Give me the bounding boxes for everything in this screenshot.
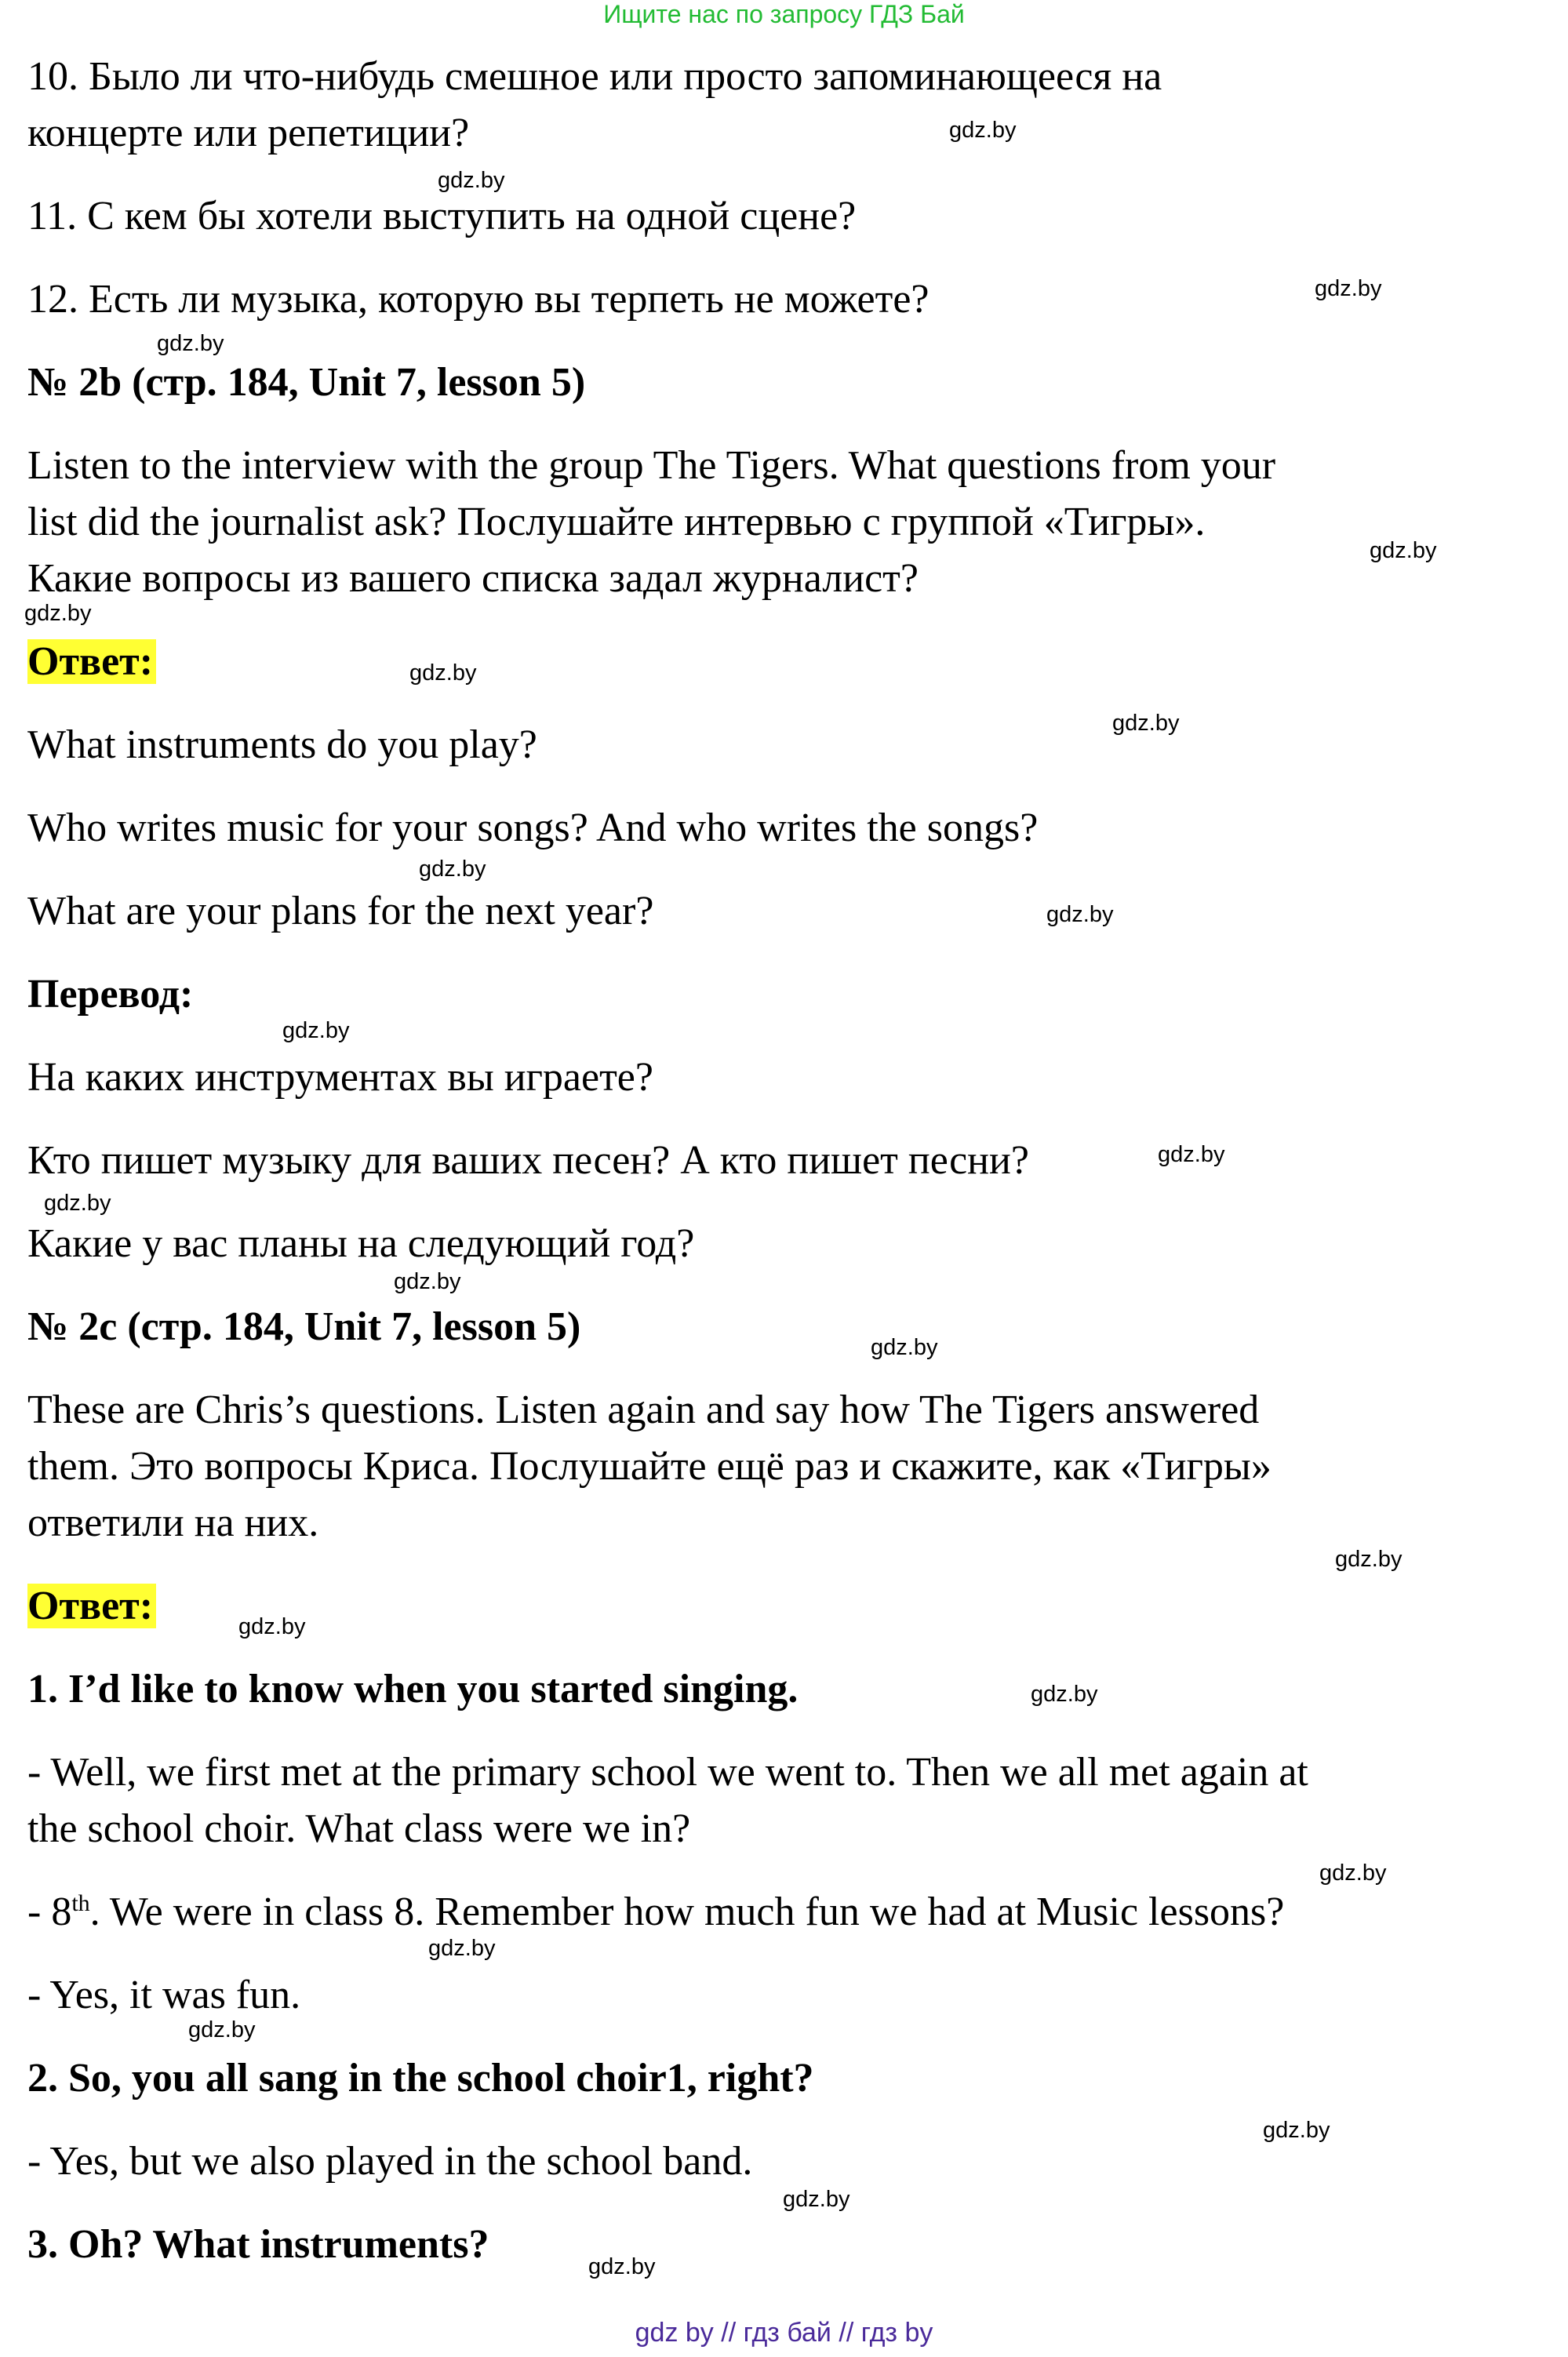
answer-2b-1: What instruments do you play? <box>27 722 537 767</box>
top-banner: Ищите нас по запросу ГДЗ Бай <box>603 0 965 28</box>
watermark: gdz.by <box>282 1018 350 1043</box>
reply-1-line-1: - Well, we first met at the primary school we went to. Then we all met again at <box>27 1750 1308 1795</box>
task-2b-line-2: list did the journalist ask? Послушайте интервью с группой «Тигры». <box>27 500 1206 544</box>
task-2c-line-3: ответили на них. <box>27 1500 319 1545</box>
watermark: gdz.by <box>1319 1861 1387 1886</box>
answer-label-1: Ответ: <box>27 639 156 684</box>
watermark: gdz.by <box>428 1936 496 1961</box>
watermark: gdz.by <box>1370 538 1437 563</box>
reply-1-line-2: the school choir. What class were we in? <box>27 1806 691 1851</box>
answer-2b-2: Who writes music for your songs? And who writes the songs? <box>27 806 1039 850</box>
translation-3: Какие у вас планы на следующий год? <box>27 1221 695 1266</box>
watermark: gdz.by <box>238 1614 306 1639</box>
watermark: gdz.by <box>1031 1682 1098 1707</box>
watermark: gdz.by <box>1263 2118 1330 2143</box>
reply-1-line-3-start: - 8 <box>27 1890 72 1934</box>
answer-label-2: Ответ: <box>27 1584 156 1628</box>
footer-links: gdz by // гдз бай // гдз by <box>635 2318 933 2348</box>
translation-1: На каких инструментах вы играете? <box>27 1055 653 1100</box>
superscript-th: th <box>71 1890 90 1916</box>
task-2b-line-1: Listen to the interview with the group The Tigers. What questions from your <box>27 443 1276 488</box>
watermark: gdz.by <box>419 857 486 882</box>
translation-label: Перевод: <box>27 972 194 1017</box>
question-12: 12. Есть ли музыка, которую вы терпеть не можете? <box>27 277 930 322</box>
question-2c-1: 1. I’d like to know when you started singing. <box>27 1667 799 1711</box>
question-11: 11. С кем бы хотели выступить на одной сцене? <box>27 194 857 238</box>
question-2c-3: 3. Oh? What instruments? <box>27 2222 489 2267</box>
reply-1-line-4: - Yes, it was fun. <box>27 1973 301 2017</box>
heading-2c: № 2c (стр. 184, Unit 7, lesson 5) <box>27 1304 581 1349</box>
watermark: gdz.by <box>1335 1547 1402 1572</box>
watermark: gdz.by <box>409 660 477 686</box>
watermark: gdz.by <box>871 1335 938 1360</box>
heading-2b: № 2b (стр. 184, Unit 7, lesson 5) <box>27 360 586 405</box>
watermark: gdz.by <box>1112 711 1180 736</box>
task-2c-line-2: them. Это вопросы Криса. Послушайте ещё раз и скажите, как «Тигры» <box>27 1444 1271 1489</box>
reply-2: - Yes, but we also played in the school band. <box>27 2139 753 2184</box>
question-2c-2: 2. So, you all sang in the school choir1, right? <box>27 2056 814 2101</box>
translation-2: Кто пишет музыку для ваших песен? А кто пишет песни? <box>27 1138 1029 1183</box>
watermark: gdz.by <box>44 1191 111 1216</box>
reply-1-line-3-end: . We were in class 8. Remember how much fun we had at Music lessons? <box>89 1890 1285 1934</box>
watermark: gdz.by <box>394 1269 461 1294</box>
task-2c-line-1: These are Chris’s questions. Listen again and say how The Tigers answered <box>27 1388 1260 1432</box>
watermark: gdz.by <box>1046 902 1114 927</box>
watermark: gdz.by <box>949 118 1017 143</box>
answer-2b-3: What are your plans for the next year? <box>27 889 654 933</box>
watermark: gdz.by <box>1158 1142 1225 1167</box>
question-10-line-1: 10. Было ли что-нибудь смешное или просто запоминающееся на <box>27 54 1162 99</box>
watermark: gdz.by <box>1315 276 1382 301</box>
watermark: gdz.by <box>24 601 92 626</box>
watermark: gdz.by <box>157 331 224 356</box>
watermark: gdz.by <box>783 2187 850 2212</box>
question-10-line-2: концерте или репетиции? <box>27 111 470 155</box>
watermark: gdz.by <box>438 168 505 193</box>
reply-1-line-3 <box>27 1884 1284 1941</box>
watermark: gdz.by <box>588 2254 656 2279</box>
task-2b-line-3: Какие вопросы из вашего списка задал журналист? <box>27 556 919 601</box>
watermark: gdz.by <box>188 2017 256 2042</box>
